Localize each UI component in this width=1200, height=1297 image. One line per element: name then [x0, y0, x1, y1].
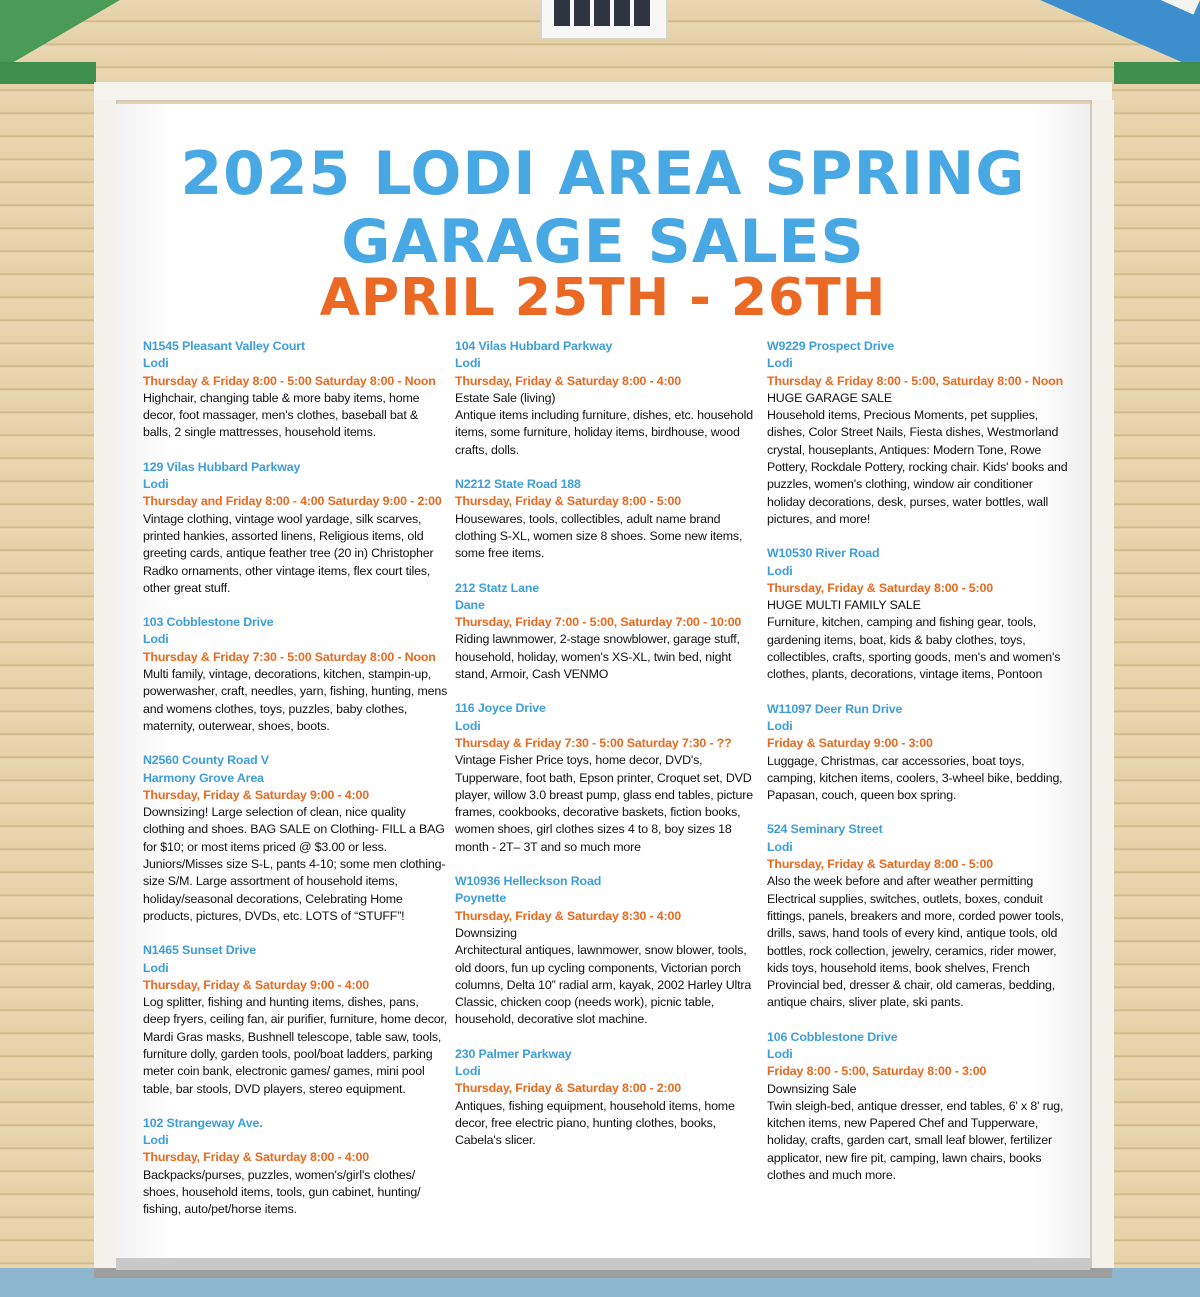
listing-town: Lodi — [767, 1046, 793, 1061]
listing-hours: Thursday, Friday & Saturday 9:00 - 4:00 — [143, 787, 369, 802]
listing-town: Lodi — [767, 563, 793, 578]
listing-note: Estate Sale (living) — [455, 390, 556, 405]
listing-hours: Thursday, Friday & Saturday 8:00 - 4:00 — [143, 1150, 369, 1165]
listing-address: 230 Palmer Parkway — [455, 1046, 572, 1061]
listing-description: Furniture, kitchen, camping and fishing gear, tools, gardening items, boat, kids & baby clothes, toys, collectibles, crafts, sporting goods, men's and women's clothes, plants, decorations, vintage items, Pontoon — [767, 615, 1061, 682]
listing-note: Also the week before and after weather permitting — [767, 874, 1034, 889]
listing-address: N2560 County Road V — [143, 753, 269, 768]
garage-door-bottom — [116, 1258, 1090, 1270]
listing-hours: Thursday, Friday & Saturday 8:00 - 4:00 — [455, 373, 681, 388]
listing-description: Luggage, Christmas, car accessories, boat toys, camping, kitchen items, coolers, 3-wheel bike, bedding, Papasan, couch, queen box spring. — [767, 753, 1063, 803]
sale-listing — [455, 338, 760, 459]
listing-note: Downsizing Sale — [767, 1081, 857, 1096]
listing-town: Lodi — [143, 1133, 169, 1148]
listing-address: 212 Statz Lane — [455, 580, 539, 595]
listing-description: Vintage Fisher Price toys, home decor, DVD's, Tupperware, foot bath, Epson printer, Croquet set, DVD player, willow 3.0 breast pump, glass end tables, picture frames, cookbooks, decorative baskets, fiction books, women shoes, girl clothes sizes 4 to 8, boy sizes 18 month - 2T– 3T and so much more — [455, 753, 753, 854]
garage-frame-right — [1090, 100, 1114, 1280]
listing-town: Lodi — [143, 632, 169, 647]
attic-window — [540, 0, 668, 40]
listing-address: W9229 Prospect Drive — [767, 339, 895, 353]
listing-hours: Thursday, Friday 7:00 - 5:00, Saturday 7:00 - 10:00 — [455, 615, 742, 630]
sale-listing — [143, 1115, 448, 1219]
listing-hours: Thursday, Friday & Saturday 9:00 - 4:00 — [143, 977, 369, 992]
listing-hours: Thursday & Friday 7:30 - 5:00 Saturday 8:00 - Noon — [143, 649, 436, 664]
listing-address: 104 Vilas Hubbard Parkway — [455, 339, 613, 353]
listing-address: W11097 Deer Run Drive — [767, 701, 903, 716]
listing-address: N1465 Sunset Drive — [143, 943, 257, 958]
listing-note: HUGE MULTI FAMILY SALE — [767, 598, 921, 613]
listing-description: Twin sleigh-bed, antique dresser, end tables, 6' x 8' rug, kitchen items, new Papered Chef and Tupperware, holiday, crafts, garden cart, small leaf blower, fertilizer applicator, new fire pit, camping, lawn chairs, books clothes and much more. — [767, 1098, 1064, 1183]
listing-address: 106 Cobblestone Drive — [767, 1029, 898, 1044]
listing-hours: Friday 8:00 - 5:00, Saturday 8:00 - 3:00 — [767, 1064, 987, 1079]
listing-hours: Thursday & Friday 8:00 - 5:00 Saturday 8:00 - Noon — [143, 373, 436, 388]
listing-town: Lodi — [767, 839, 793, 854]
sale-listing — [455, 580, 760, 684]
listing-address: N1545 Pleasant Valley Court — [143, 339, 305, 353]
sale-listing — [143, 942, 448, 1098]
page-title-line1: 2025 LODI AREA SPRING — [180, 139, 1026, 209]
sale-listing — [143, 459, 448, 597]
listing-address: N2212 State Road 188 — [455, 477, 581, 492]
listing-description: Riding lawnmower, 2-stage snowblower, garage stuff, household, holiday, women's XS-XL, twin bed, night stand, Armoir, Cash VENMO — [455, 632, 740, 682]
listing-address: 116 Joyce Drive — [455, 701, 546, 716]
roof-left — [0, 0, 120, 70]
listing-hours: Thursday, Friday & Saturday 8:30 - 4:00 — [455, 908, 681, 923]
garage-frame-left — [94, 100, 118, 1280]
listing-note: HUGE GARAGE SALE — [767, 390, 892, 405]
sale-listing — [767, 701, 1072, 805]
listing-town: Lodi — [455, 718, 481, 733]
listings-column-1 — [143, 338, 448, 1236]
listing-description: Backpacks/purses, puzzles, women's/girl's clothes/ shoes, household items, tools, gun cabinet, hunting/ fishing, auto/pet/horse items. — [143, 1167, 421, 1217]
listing-description: Antique items including furniture, dishes, etc. household items, some furniture, holiday items, birdhouse, wood crafts, dolls. — [455, 408, 753, 457]
sale-listing — [455, 700, 760, 856]
listing-description: Architectural antiques, lawnmower, snow blower, tools, old doors, fun up cycling components, Victorian porch columns, Delta 10” radial arm, kayak, 2002 Harley Ultra Classic, chicken coop (needs work), picnic table, household, decorative slot machine. — [455, 943, 752, 1027]
garage-header-trim — [94, 82, 1112, 102]
listing-description: Antiques, fishing equipment, household items, home decor, free electric piano, hunting clothes, books, Cabela's slicer. — [455, 1098, 735, 1148]
listing-address: 103 Cobblestone Drive — [143, 615, 274, 630]
sale-listing — [143, 752, 448, 925]
sale-listing — [143, 338, 448, 442]
listing-town: Lodi — [143, 356, 169, 371]
listing-description: Household items, Precious Moments, pet supplies, dishes, Color Street Nails, Fiesta dishes, Westmorland crystal, houseplants, Antiques: Modern Tone, Rowe Pottery, Rockdale Pottery, rocking chair. Kids' books and puzzles, women's clothing, window air conditioner holiday decorations, desk, purses, water bottles, wall pictures, and more! — [767, 408, 1068, 526]
sale-listing — [455, 476, 760, 562]
listing-town: Dane — [455, 597, 485, 612]
page-title-line2: GARAGE SALES — [341, 207, 865, 277]
listing-hours: Friday & Saturday 9:00 - 3:00 — [767, 736, 933, 751]
listing-town: Lodi — [455, 356, 481, 371]
listing-description: Log splitter, fishing and hunting items, dishes, pans, deep fryers, ceiling fan, air purifier, furniture, home decor, Mardi Gras masks, Bushnell telescope, table saw, tools, furniture dolly, garden tools, pool/boat ladders, parking meter coin bank, electronic games/ games, mini pool table, bar stools, DVD players, stereo equipment. — [143, 995, 448, 1096]
sale-listing — [767, 1029, 1072, 1185]
listing-address: W10936 Helleckson Road — [455, 874, 602, 889]
ledge-right — [1114, 62, 1200, 84]
roof-right — [1040, 0, 1200, 70]
listing-address: 102 Strangeway Ave. — [143, 1115, 263, 1130]
listing-hours: Thursday, Friday & Saturday 8:00 - 5:00 — [767, 580, 993, 595]
listing-description: Electrical supplies, switches, outlets, boxes, conduit fittings, panels, breakers and more, corded power tools, drills, saws, hand tools of every kind, antique tools, old bottles, rock collection, jewelry, ceramics, rider mower, kids toys, household items, book shelves, French Provincial bed, dresser & chair, old cameras, bedding, antique chairs, sliver plate, ski pants. — [767, 891, 1064, 1010]
listing-description: Downsizing! Large selection of clean, nice quality clothing and shoes. BAG SALE on Clothing- FILL a BAG for $10; or most items priced @ $3.00 or less. Juniors/Misses size S-L, pants 4-10; some men clothing- size S/M. Large assortment of household items, holiday/seasonal decorations, Celebrating Home products, pictures, DVDs, etc. LOTS of “STUFF”! — [143, 805, 446, 923]
listing-town: Poynette — [455, 891, 507, 906]
listing-description: Multi family, vintage, decorations, kitchen, stampin-up, powerwasher, craft, needles, yarn, fishing, hunting, mens and womens clothes, toys, puzzles, baby clothes, maternity, outerwear, shoes, boots. — [143, 667, 448, 733]
sale-listing — [767, 821, 1072, 1011]
listing-hours: Thursday, Friday & Saturday 8:00 - 5:00 — [455, 494, 681, 509]
listing-hours: Thursday, Friday & Saturday 8:00 - 5:00 — [767, 857, 993, 872]
listing-hours: Thursday & Friday 8:00 - 5:00, Saturday 8:00 - Noon — [767, 373, 1064, 388]
listing-note: Downsizing — [455, 925, 517, 940]
sale-listing — [767, 338, 1072, 528]
listing-description: Vintage clothing, vintage wool yardage, silk scarves, printed hankies, assorted linens, Religious items, old greeting cards, antique feather tree (20 in) Christopher Radko ornaments, other vintage items, flex court tiles, other great stuff. — [143, 511, 434, 595]
listing-town: Lodi — [455, 1063, 481, 1078]
listings-column-2 — [455, 338, 760, 1166]
sale-listing — [143, 614, 448, 735]
listing-town: Harmony Grove Area — [143, 770, 264, 785]
sale-dates: APRIL 25TH - 26TH — [319, 268, 887, 328]
listing-description: Highchair, changing table & more baby items, home decor, foot massager, men's clothes, baseball bat & balls, 2 single mattresses, household items. — [143, 390, 420, 440]
sale-listing — [767, 545, 1072, 683]
sale-listing — [455, 873, 760, 1029]
listing-town: Lodi — [143, 477, 169, 492]
listing-description: Housewares, tools, collectibles, adult name brand clothing S-XL, women size 8 shoes. Some new items, some free items. — [455, 511, 743, 561]
ledge-left — [0, 62, 96, 84]
listing-address: W10530 River Road — [767, 546, 880, 561]
listing-address: 524 Seminary Street — [767, 822, 883, 837]
listing-hours: Thursday and Friday 8:00 - 4:00 Saturday 9:00 - 2:00 — [143, 494, 442, 509]
listing-address: 129 Vilas Hubbard Parkway — [143, 459, 301, 474]
listing-town: Lodi — [767, 356, 793, 371]
listing-hours: Thursday, Friday & Saturday 8:00 - 2:00 — [455, 1081, 681, 1096]
listings-column-3 — [767, 338, 1072, 1201]
sale-listing — [455, 1046, 760, 1150]
listing-town: Lodi — [143, 960, 169, 975]
listing-town: Lodi — [767, 718, 793, 733]
listing-hours: Thursday & Friday 7:30 - 5:00 Saturday 7:30 - ?? — [455, 735, 732, 750]
